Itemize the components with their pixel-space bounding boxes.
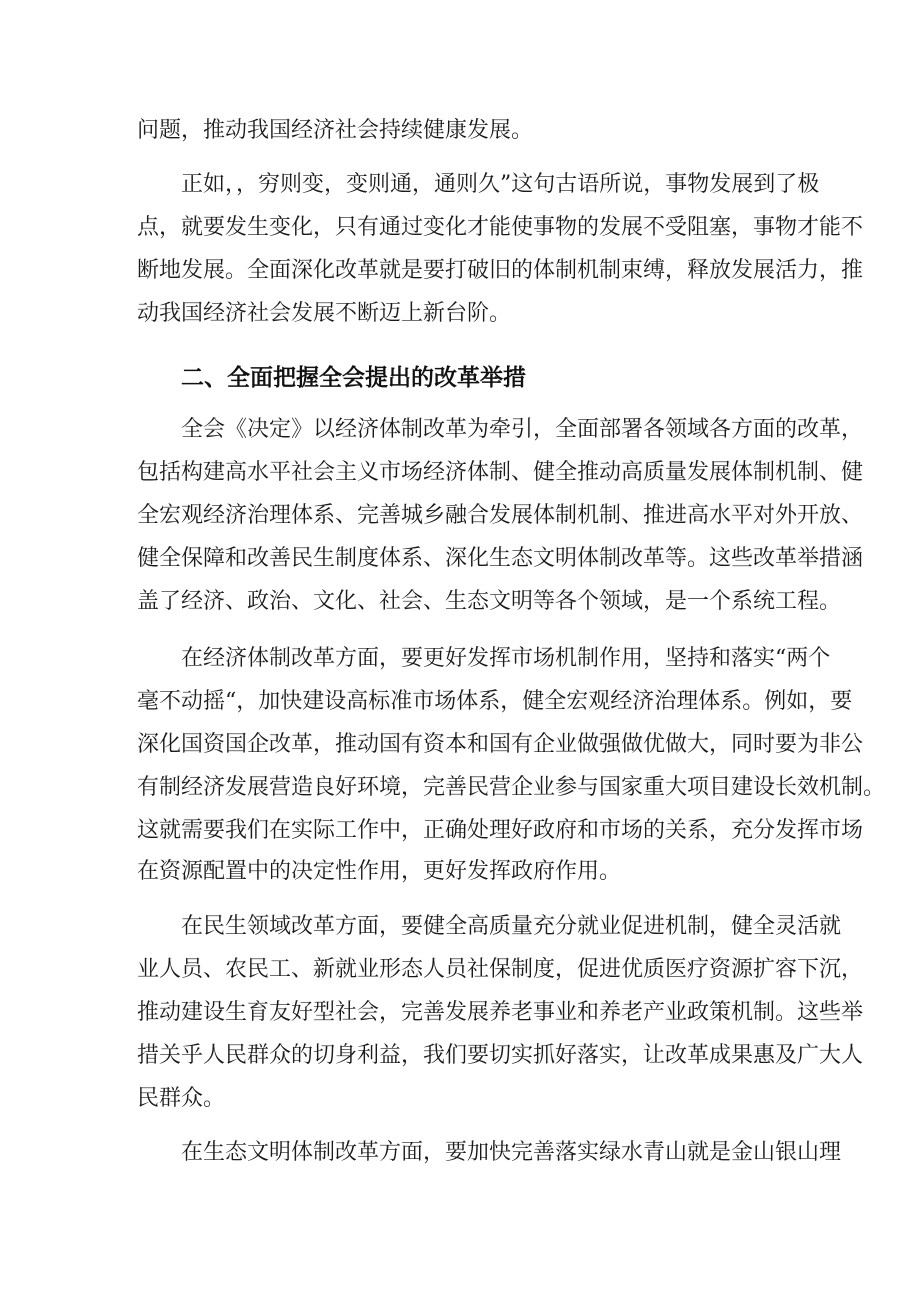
paragraph-line: 问题，推动我国经济社会持续健康发展。 (137, 118, 534, 143)
paragraph-line: 全会《决定》以经济体制改革为牵引，全面部署各领域各方面的改革， (181, 417, 864, 442)
paragraph-line: 在生态文明体制改革方面，要加快完善落实绿水青山就是金山银山理 (181, 1140, 842, 1165)
paragraph-line: 深化国资国企改革，推动国有资本和国有企业做强做优做大，同时要为非公 (137, 732, 864, 757)
paragraph-line: 民群众。 (137, 1086, 226, 1111)
paragraph-line: 盖了经济、政治、文化、社会、生态文明等各个领域，是一个系统工程。 (137, 589, 842, 614)
paragraph-line: 业人员、农民工、新就业形态人员社保制度，促进优质医疗资源扩容下沉， (137, 957, 864, 982)
paragraph-line: 动我国经济社会发展不断迈上新台阶。 (137, 301, 512, 326)
paragraph-line: 推动建设生育友好型社会，完善发展养老事业和养老产业政策机制。这些举 (137, 1000, 864, 1025)
paragraph-line: 点，就要发生变化，只有通过变化才能使事物的发展不受阻塞，事物才能不 (137, 215, 864, 240)
paragraph-line: 包括构建高水平社会主义市场经济体制、健全推动高质量发展体制机制、健 (137, 460, 864, 485)
paragraph-line: 措关乎人民群众的切身利益，我们要切实抓好落实，让改革成果惠及广大人 (137, 1043, 864, 1068)
paragraph-line: 在民生领域改革方面，要健全高质量充分就业促进机制，健全灵活就 (181, 914, 842, 939)
paragraph-line: 有制经济发展营造良好环境，完善民营企业参与国家重大项目建设长效机制。 (137, 775, 886, 800)
paragraph-line: 毫不动摇“，加快建设高标准市场体系，健全宏观经济治理体系。例如，要 (137, 689, 853, 714)
paragraph-line: 断地发展。全面深化改革就是要打破旧的体制机制束缚，释放发展活力，推 (137, 258, 864, 283)
section-heading: 二、全面把握全会提出的改革举措 (181, 365, 526, 391)
paragraph-line: 健全保障和改善民生制度体系、深化生态文明体制改革等。这些改革举措涵 (137, 546, 864, 571)
paragraph-line: 正如，，穷则变，变则通，通则久”这句古语所说，事物发展到了极 (181, 172, 820, 197)
paragraph-line: 在经济体制改革方面，要更好发挥市场机制作用，坚持和落实“两个 (181, 646, 831, 671)
paragraph-line: 全宏观经济治理体系、完善城乡融合发展体制机制、推进高水平对外开放、 (137, 503, 864, 528)
paragraph-line: 在资源配置中的决定性作用，更好发挥政府作用。 (137, 859, 622, 884)
paragraph-line: 这就需要我们在实际工作中，正确处理好政府和市场的关系，充分发挥市场 (137, 818, 864, 843)
